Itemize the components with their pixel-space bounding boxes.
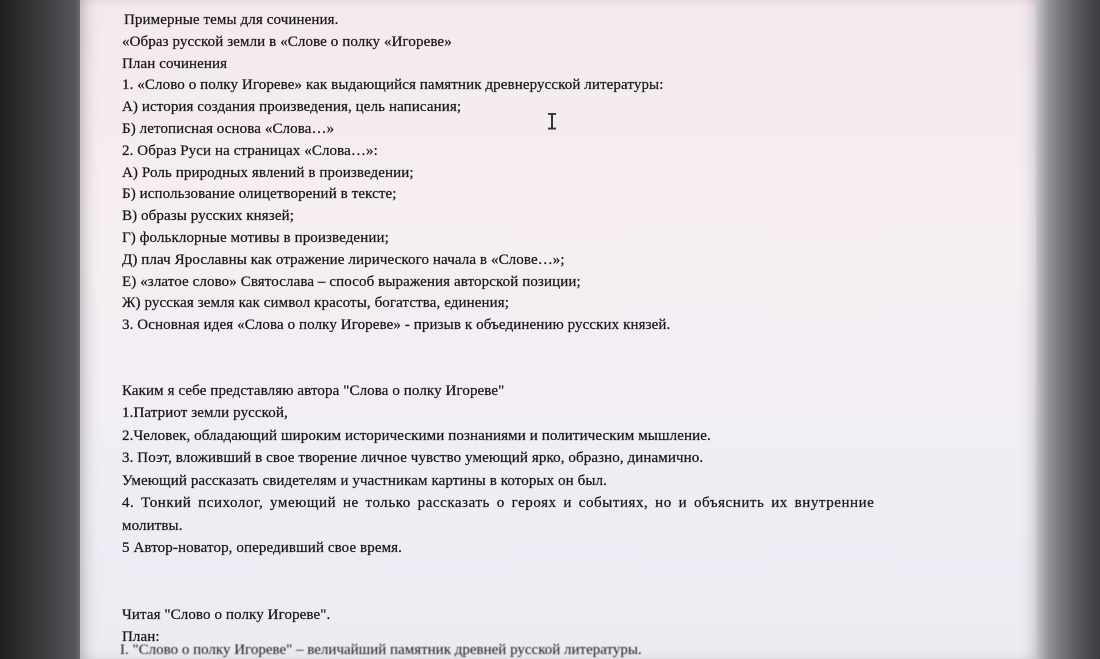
plan-item: Б) использование олицетворений в тексте; xyxy=(122,186,397,203)
plan-item: А) Роль природных явлений в произведении; xyxy=(122,164,414,181)
plan-item: Е) «златое слово» Святослава – способ выражения авторской позиции; xyxy=(122,273,581,290)
plan-label: План сочинения xyxy=(122,55,228,72)
plan-item: Ж) русская земля как символ красоты, богатства, единения; xyxy=(122,295,510,312)
list-item: молитвы. xyxy=(122,517,183,534)
list-item: Умеющий рассказать свидетелям и участникам картины в которых он был. xyxy=(122,472,607,489)
monitor-bezel xyxy=(1036,0,1100,659)
text-cursor-icon: I xyxy=(546,108,559,136)
plan-item: 3. Основная идея «Слова о полку Игореве» - призыв к объединению русских князей. xyxy=(122,317,671,334)
section-heading: Читая "Слово о полку Игореве". xyxy=(122,606,331,623)
plan-item: В) образы русских князей; xyxy=(122,208,294,225)
list-item: 1.Патриот земли русской, xyxy=(122,405,288,422)
essay-topic: «Образ русской земли в «Слове о полку «Игореве» xyxy=(122,33,452,50)
plan-item: Д) плач Ярославны как отражение лирического начала в «Слове…»; xyxy=(122,251,565,268)
section-heading: Каким я себе представляю автора "Слова о полку Игореве" xyxy=(122,382,505,399)
plan-item: А) история создания произведения, цель написания; xyxy=(122,99,462,116)
document-text xyxy=(122,10,1022,649)
list-item: 3. Поэт, вложивший в свое творение личное чувство умеющий ярко, образно, динамично. xyxy=(122,450,704,467)
doc-heading: Примерные темы для сочинения. xyxy=(124,12,339,28)
list-item: 5 Автор-новатор, опередивший свое время. xyxy=(122,540,403,557)
document-page xyxy=(80,0,1036,659)
plan-label: План: xyxy=(122,629,160,646)
plan-item: Б) летописная основа «Слова…» xyxy=(122,120,335,137)
list-item: 4. Тонкий психолог, умеющий не только рассказать о героях и событиях, но и объяснить их внутренние xyxy=(122,495,875,512)
plan-item: Г) фольклорные мотивы в произведении; xyxy=(122,229,389,246)
plan-item: 1. «Слово о полку Игореве» как выдающийся памятник древнерусской литературы: xyxy=(122,77,664,94)
partial-cut-off-line: I. "Слово о полку Игореве" – величайший памятник древней русской литературы. xyxy=(120,642,642,658)
list-item: 2.Человек, обладающий широким историческими познаниями и политическим мышление. xyxy=(122,427,711,444)
paragraph-gap xyxy=(122,560,1022,604)
plan-item: 2. Образ Руси на страницах «Слова…»: xyxy=(122,142,378,159)
paragraph-gap xyxy=(122,337,1022,380)
